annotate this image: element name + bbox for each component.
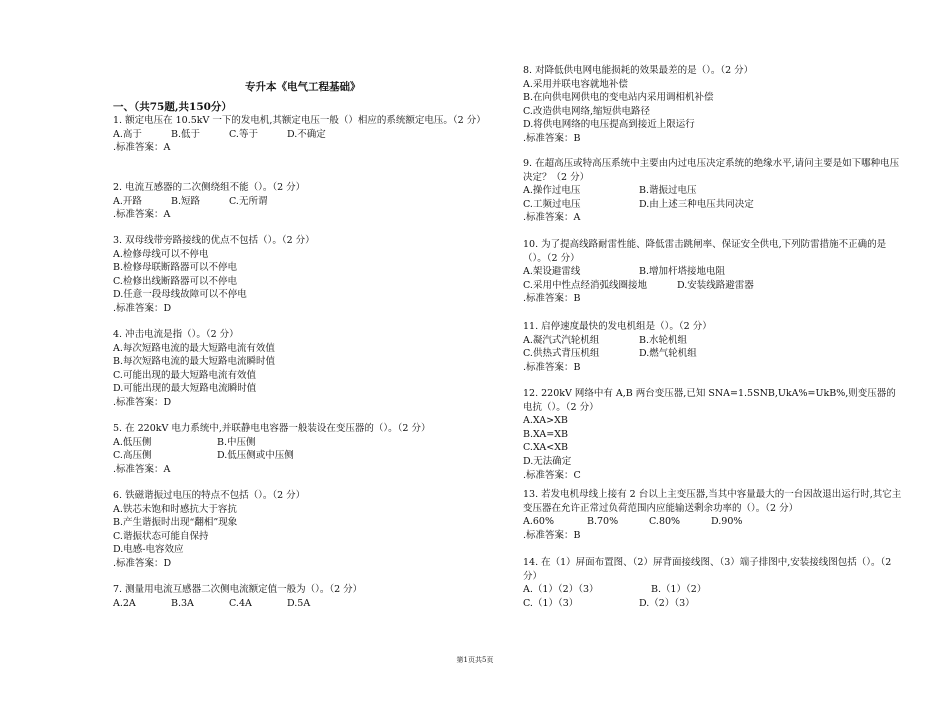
option-d: D.（2）（3） bbox=[639, 597, 695, 609]
option-c: C.工频过电压 bbox=[523, 198, 581, 210]
question-stem: 3. 双母线带旁路接线的优点不包括（）。（2 分） bbox=[113, 235, 315, 246]
option-row bbox=[523, 279, 903, 293]
option-row bbox=[523, 583, 903, 597]
document-title: 专升本《电气工程基础》 bbox=[245, 81, 361, 93]
option-a: A.开路 bbox=[113, 195, 142, 207]
option-c: C.4A bbox=[229, 597, 252, 609]
option-a: A.（1）（2）（3） bbox=[523, 584, 599, 596]
question-10 bbox=[523, 238, 903, 306]
answer-label: .标准答案：D bbox=[113, 302, 172, 314]
question-14 bbox=[523, 556, 903, 610]
option-row bbox=[523, 265, 903, 279]
answer-label: .标准答案：C bbox=[523, 469, 581, 481]
question-13 bbox=[523, 488, 903, 542]
option-d: D.将供电网络的电压提高到接近上限运行 bbox=[523, 119, 695, 131]
option-a: A.低压侧 bbox=[113, 436, 152, 448]
option-a: A.架设避雷线 bbox=[523, 266, 581, 278]
answer-label: .标准答案：A bbox=[523, 212, 581, 224]
question-stem: 5. 在 220kV 电力系统中,并联静电电容器一般装设在变压器的（）。（2 分） bbox=[113, 423, 431, 434]
option-c: C.等于 bbox=[229, 128, 258, 140]
question-stem: 6. 铁磁谐振过电压的特点不包括（）。（2 分） bbox=[113, 490, 306, 501]
option-d: D.安装线路避雷器 bbox=[677, 279, 754, 291]
option-c: C.80% bbox=[649, 516, 681, 528]
option-c: C.（1）（3） bbox=[523, 597, 579, 609]
option-d: D.无法确定 bbox=[523, 455, 572, 467]
option-b: B.谐振过电压 bbox=[639, 185, 697, 197]
answer-label: .标准答案：D bbox=[113, 396, 172, 408]
option-b: B.增加杆塔接地电阻 bbox=[639, 266, 726, 278]
option-d: D.电感-电容效应 bbox=[113, 544, 184, 556]
option-c: C.谐振状态可能自保持 bbox=[113, 530, 209, 542]
question-4 bbox=[113, 328, 275, 410]
option-row bbox=[523, 515, 903, 529]
option-c: C.检修出线断路器可以不停电 bbox=[113, 275, 237, 287]
option-a: A.每次短路电流的最大短路电流有效值 bbox=[113, 342, 275, 354]
option-b: B.短路 bbox=[171, 195, 201, 207]
option-b: B.3A bbox=[171, 597, 194, 609]
option-b: B.检修母联断路器可以不停电 bbox=[113, 262, 238, 274]
option-a: A.检修母线可以不停电 bbox=[113, 248, 209, 260]
answer-label: .标准答案：D bbox=[113, 557, 172, 569]
option-b: B.（1）（2） bbox=[651, 584, 707, 596]
answer-label: .标准答案：B bbox=[523, 529, 581, 541]
option-row bbox=[113, 128, 483, 142]
question-stem: 8. 对降低供电网电能损耗的效果最差的是（）。（2 分） bbox=[523, 65, 754, 76]
option-a: A.60% bbox=[523, 516, 554, 528]
option-b: B.在向供电网供电的变电站内采用调相机补偿 bbox=[523, 92, 714, 104]
question-6 bbox=[113, 489, 305, 571]
option-c: C.无所谓 bbox=[229, 195, 268, 207]
question-stem: 1. 额定电压在 10.5kV 一下的发电机,其额定电压一般（）相应的系统额定电压。（2 分） bbox=[113, 115, 486, 126]
option-b: B.产生谐振时出现“翻相”现象 bbox=[113, 517, 238, 529]
option-d: D.任意一段母线故障可以不停电 bbox=[113, 289, 247, 301]
option-b: B.低于 bbox=[171, 128, 201, 140]
option-row bbox=[523, 597, 903, 611]
question-stem: 7. 测量用电流互感器二次侧电流额定值一般为（）。（2 分） bbox=[113, 584, 363, 595]
option-c: C.供热式背压机组 bbox=[523, 348, 600, 360]
option-b: B.XA=XB bbox=[523, 428, 568, 440]
option-c: C.高压侧 bbox=[113, 450, 152, 462]
option-a: A.采用并联电容就地补偿 bbox=[523, 78, 628, 90]
section-heading: 一、（共75题,共150分） bbox=[113, 101, 232, 113]
question-11 bbox=[523, 320, 712, 374]
question-8 bbox=[523, 64, 753, 146]
question-stem: 11. 启停速度最快的发电机组是（）。（2 分） bbox=[523, 321, 712, 332]
answer-label: .标准答案：B bbox=[523, 132, 581, 144]
question-9 bbox=[523, 157, 903, 225]
question-stem: 2. 电流互感器的二次侧绕组不能（）。（2 分） bbox=[113, 182, 306, 193]
page-number: 第1页共5页 bbox=[456, 656, 494, 664]
question-7 bbox=[113, 583, 362, 610]
question-3 bbox=[113, 234, 315, 316]
option-b: B.70% bbox=[587, 516, 619, 528]
option-b: B.中压侧 bbox=[217, 436, 256, 448]
option-row bbox=[523, 184, 903, 198]
option-d: D.由上述三种电压共同决定 bbox=[639, 198, 754, 210]
option-a: A.凝汽式汽轮机组 bbox=[523, 334, 600, 346]
answer-label: .标准答案：A bbox=[113, 463, 171, 475]
answer-label: .标准答案：B bbox=[523, 293, 581, 305]
option-row bbox=[523, 334, 712, 348]
option-b: B.每次短路电流的最大短路电流瞬时值 bbox=[113, 356, 276, 368]
option-c: C.改造供电网络,缩短供电路径 bbox=[523, 105, 650, 117]
question-stem: 4. 冲击电流是指（）。（2 分） bbox=[113, 329, 239, 340]
option-d: D.5A bbox=[287, 597, 311, 609]
question-stem: 14. 在（1）屏面布置图、（2）屏背面接线图、（3）端子排图中,安装接线图包括（）。（2 分） bbox=[523, 557, 892, 582]
option-a: A.铁芯未饱和时感抗大于容抗 bbox=[113, 503, 237, 515]
answer-label: .标准答案：A bbox=[113, 142, 171, 154]
option-d: D.燃气轮机组 bbox=[639, 348, 697, 360]
question-stem: 12. 220kV 网络中有 A,B 两台变压器,已知 SNA=1.5SNB,UkA%=UkB%,则变压器的电抗（）。（2 分） bbox=[523, 388, 896, 413]
option-d: D.90% bbox=[711, 516, 743, 528]
option-c: C.XA<XB bbox=[523, 442, 568, 454]
question-5 bbox=[113, 422, 430, 476]
question-1 bbox=[113, 114, 486, 155]
option-d: D.低压侧或中压侧 bbox=[217, 450, 294, 462]
question-stem: 10. 为了提高线路耐雷性能、降低雷击跳闸率、保证安全供电,下列防雷措施不正确的是（）。（2 分） bbox=[523, 239, 887, 264]
option-a: A.2A bbox=[113, 597, 136, 609]
question-stem: 9. 在超高压或特高压系统中主要由内过电压决定系统的绝缘水平,请问主要是如下哪种电压决定？（2 分） bbox=[523, 158, 900, 183]
option-c: C.采用中性点经消弧线圈接地 bbox=[523, 279, 647, 291]
option-a: A.XA>XB bbox=[523, 415, 568, 427]
option-c: C.可能出现的最大短路电流有效值 bbox=[113, 369, 256, 381]
option-a: A.操作过电压 bbox=[523, 185, 581, 197]
question-12 bbox=[523, 387, 903, 482]
option-d: D.不确定 bbox=[287, 128, 326, 140]
question-stem: 13. 若发电机母线上接有 2 台以上主变压器,当其中容量最大的一台因故退出运行时,其它主变压器在允许正常过负荷范围内应能输送剩余功率的（）。（2 分） bbox=[523, 489, 902, 514]
answer-label: .标准答案：B bbox=[523, 361, 581, 373]
option-row bbox=[523, 347, 712, 361]
option-row bbox=[113, 195, 305, 209]
option-d: D.可能出现的最大短路电流瞬时值 bbox=[113, 383, 257, 395]
option-row bbox=[113, 449, 430, 463]
option-a: A.高于 bbox=[113, 128, 142, 140]
option-row bbox=[113, 436, 430, 450]
option-row bbox=[523, 198, 903, 212]
question-2 bbox=[113, 181, 305, 222]
answer-label: .标准答案：A bbox=[113, 209, 171, 221]
option-row bbox=[113, 597, 362, 611]
option-b: B.水轮机组 bbox=[639, 334, 688, 346]
